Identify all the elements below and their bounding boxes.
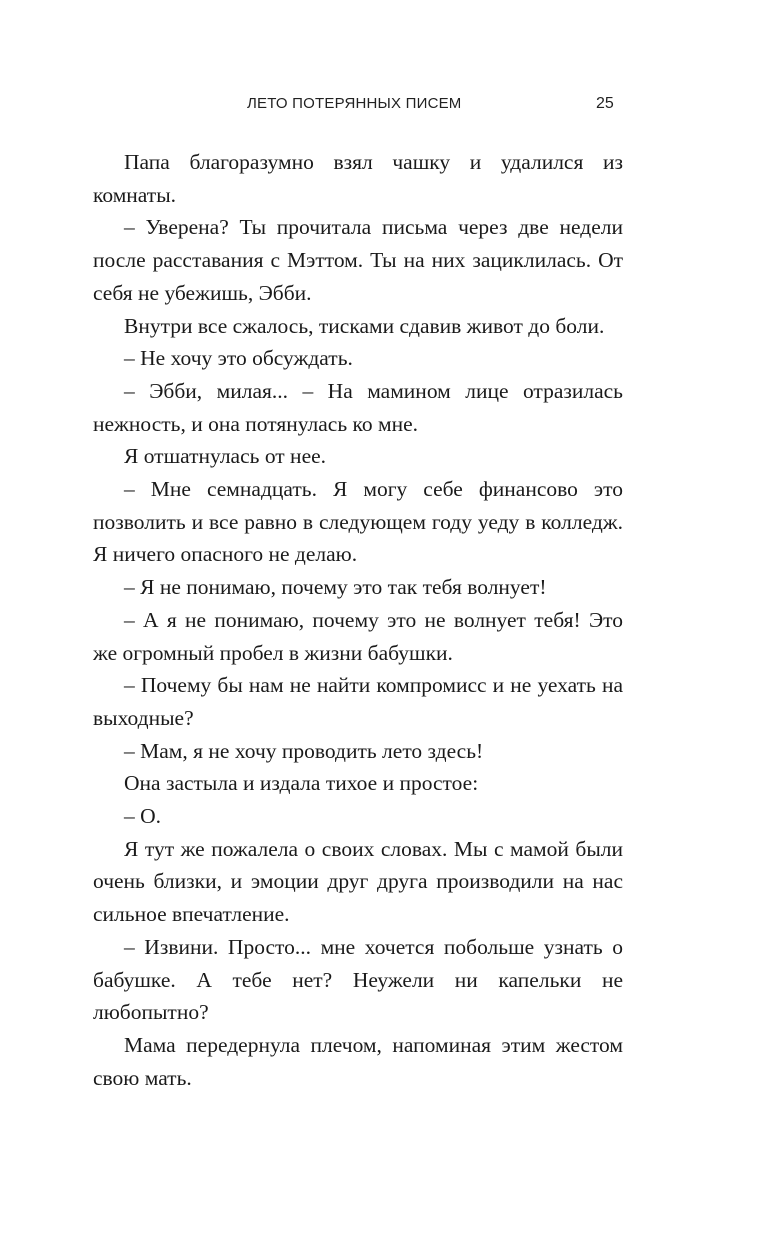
paragraph: Она застыла и издала тихое и простое: <box>124 771 479 796</box>
paragraph: – Почему бы нам не найти компромисс и не уехать на выходные? <box>93 673 623 730</box>
paragraph: Я отшатнулась от нее. <box>124 444 327 469</box>
paragraph: – Я не понимаю, почему это так тебя волнует! <box>124 575 547 600</box>
running-title: ЛЕТО ПОТЕРЯННЫХ ПИСЕМ <box>247 95 462 112</box>
paragraph: Внутри все сжалось, тисками сдавив живот до боли. <box>124 313 605 338</box>
page-number: 25 <box>596 95 614 112</box>
paragraph: – А я не понимаю, почему это не волнует тебя! Это же огромный пробел в жизни бабушки. <box>93 607 623 665</box>
paragraph: Я тут же пожалела о своих словах. Мы с мамой были очень близки, и эмоции друг друга производили на нас сильное впечатление. <box>93 836 623 927</box>
paragraph: Мама передернула плечом, напоминая этим жестом свою мать. <box>93 1032 623 1090</box>
paragraph: – Мам, я не хочу проводить лето здесь! <box>124 738 484 763</box>
paragraph: Папа благоразумно взял чашку и удалился из комнаты. <box>93 150 623 207</box>
paragraph: – Мне семнадцать. Я могу себе финансово это позволить и все равно в следующем году уеду в колледж. Я ничего опасного не делаю. <box>93 477 623 567</box>
body-text <box>93 146 623 1094</box>
paragraph: – Не хочу это обсуждать. <box>124 346 353 371</box>
paragraph: – О. <box>124 804 162 829</box>
paragraph: – Извини. Просто... мне хочется побольше узнать о бабушке. А тебе нет? Неужели ни капельки не любопытно? <box>93 934 623 1025</box>
paragraph: – Эбби, милая... – На мамином лице отразилась нежность, и она потянулась ко мне. <box>93 378 623 436</box>
paragraph: – Уверена? Ты прочитала письма через две недели после расставания с Мэттом. Ты на них зациклилась. От себя не убежишь, Эбби. <box>93 215 623 305</box>
